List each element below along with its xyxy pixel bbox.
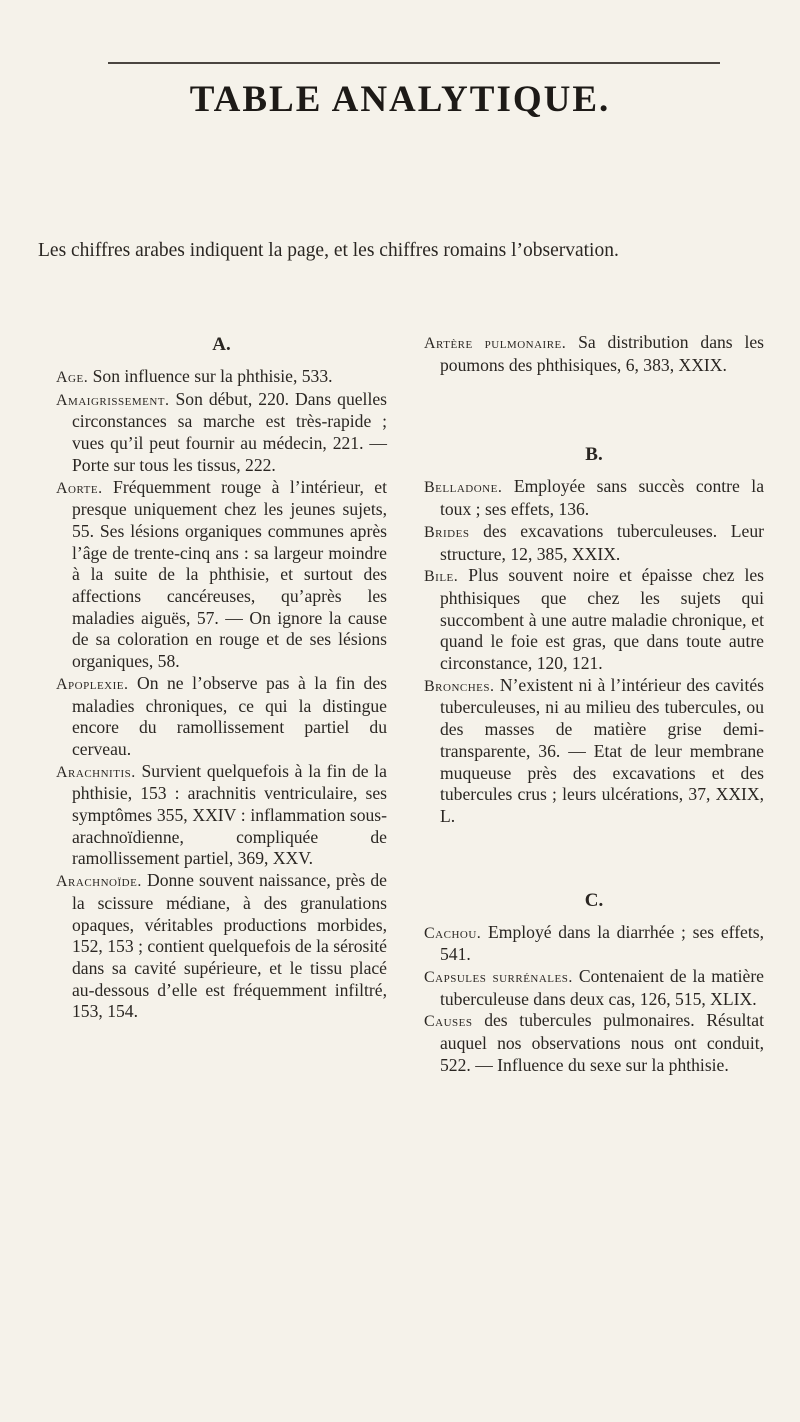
- index-entry: [56, 761, 387, 871]
- entry-body: Fréquemment rouge à l’intérieur, et presque uniquement chez les jeunes sujets, 55. Ses lésions organiques communes après l’âge de trente-cinq ans : sa largeur moindre à la suite de la phthisie, et surtout des affections cancéreuses, qu’après les maladies aiguës, 57. — On ignore la cause de sa coloration en rouge et de ses lésions organiques, 58.: [72, 476, 387, 672]
- entry-head: Aorte.: [56, 479, 103, 497]
- entry-body: des tubercules pulmonaires. Résultat auquel nos observations nous ont conduit, 522. — Influence du sexe sur la phthisie.: [440, 1010, 764, 1075]
- entry-body: des excavations tuberculeuses. Leur structure, 12, 385, XXIX.: [440, 520, 764, 564]
- index-entry: [424, 1010, 764, 1076]
- index-entry: [424, 332, 764, 376]
- index-entry: [424, 476, 764, 520]
- entry-body: Survient quelquefois à la fin de la phthisie, 153 : arachnitis ventriculaire, ses symptômes 355, XXIV : inflammation sous-arachnoïdienne, compliquée de ramollissement partiel, 369, XXV.: [72, 760, 387, 869]
- entry-body: On ne l’observe pas à la fin des maladies chroniques, ce qui la distingue encore du ramollissement partiel du cerveau.: [72, 672, 387, 759]
- section-letter-c: C.: [584, 889, 604, 911]
- entry-body: Son début, 220. Dans quelles circonstances sa marche est très-rapide ; vues qu’il peut fournir au médecin, 221. — Porte sur tous les tissus, 222.: [72, 388, 387, 475]
- entry-head: Bile.: [424, 568, 459, 586]
- index-entry: [424, 521, 764, 565]
- entry-head: Age.: [56, 369, 89, 386]
- index-entry: [56, 477, 387, 673]
- right-column: [424, 332, 764, 1077]
- entry-body: Plus souvent noire et épaisse chez les phthisiques que chez les sujets qui succombent à une autre maladie chronique, et quand le foie est gras, que dans toute autre circonstance, 120, 121.: [440, 565, 765, 674]
- entry-body: Donne souvent naissance, près de la scissure médiane, à des granulations opaques, véritables productions morbides, 152, 153 ; contient quelquefois de la sérosité dans sa cavité supérieure, et le tissu placé au-dessous d’elle est fréquemment infiltré, 153, 154.: [72, 870, 387, 1022]
- index-entry: [424, 922, 764, 966]
- top-rule: [108, 62, 720, 64]
- entry-body: Employé dans la diarrhée ; ses effets, 541.: [440, 921, 764, 965]
- section-letter-b: B.: [585, 444, 603, 466]
- entry-head: Arachnitis.: [56, 763, 136, 781]
- entry-body: Sa distribution dans les poumons des phthisiques, 6, 383, XXIX.: [440, 332, 764, 375]
- left-column: [56, 332, 387, 1023]
- index-entry: [424, 675, 764, 828]
- entry-head: Belladone.: [424, 479, 503, 497]
- entry-head: Amaigrissement.: [56, 391, 170, 409]
- index-entry: [56, 673, 387, 761]
- intro-note: Les chiffres arabes indiquent la page, et les chiffres romains l’observation.: [38, 240, 619, 261]
- index-entry: [424, 565, 764, 675]
- entry-head: Artère pulmonaire.: [424, 335, 567, 352]
- section-letter-a: A.: [212, 334, 231, 355]
- entry-head: Bronches.: [424, 677, 495, 695]
- entry-head: Apoplexie.: [56, 675, 129, 693]
- entry-body: Contenaient de la matière tuberculeuse dans deux cas, 126, 515, XLIX.: [440, 966, 764, 1009]
- page-title: TABLE ANALYTIQUE.: [189, 79, 611, 120]
- entry-body: Son influence sur la phthisie, 533.: [92, 366, 333, 386]
- entry-head: Arachnoïde.: [56, 873, 142, 891]
- index-entry: [56, 870, 387, 1023]
- index-entry: [424, 966, 764, 1010]
- entry-head: Causes: [424, 1013, 473, 1031]
- entry-head: Capsules surrénales.: [424, 969, 573, 987]
- entry-head: Cachou.: [424, 924, 482, 942]
- entry-head: Brides: [424, 523, 470, 541]
- entry-body: N’existent ni à l’intérieur des cavités tuberculeuses, ni au milieu des tubercules, ou des masses de matière grise demi-transparente, 36. — Etat de leur membrane muqueuse près des excavations et des tubercules crus ; leurs ulcérations, 37, XXIX, L.: [440, 674, 764, 826]
- entry-body: Employée sans succès contre la toux ; ses effets, 136.: [440, 476, 764, 520]
- index-entry: [56, 389, 387, 477]
- index-entry: [56, 366, 387, 389]
